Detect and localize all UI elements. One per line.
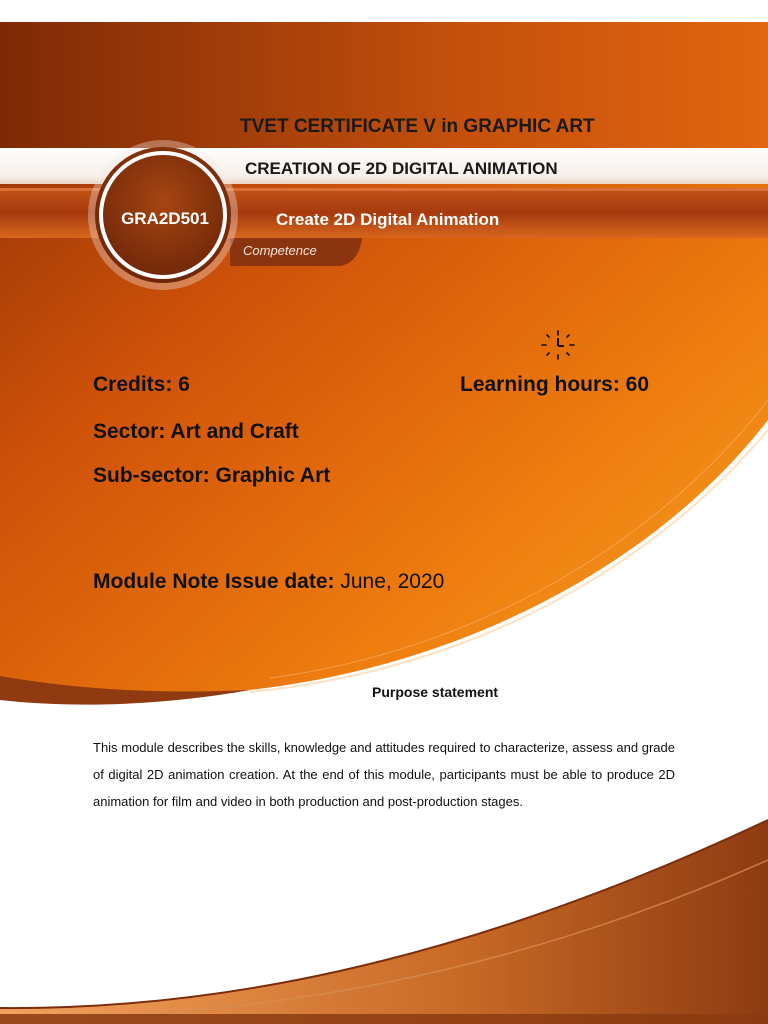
- module-name: CREATION OF 2D DIGITAL ANIMATION: [245, 159, 558, 178]
- unit-title: Create 2D Digital Animation: [276, 210, 500, 229]
- certificate-title: TVET CERTIFICATE V in GRAPHIC ART: [240, 116, 595, 137]
- clock-icon: [538, 329, 578, 361]
- sector: Sector: Art and Craft: [93, 420, 299, 443]
- credits: Credits: 6: [93, 373, 190, 396]
- issue-date: [93, 570, 444, 594]
- learning-hours: Learning hours: 60: [460, 373, 650, 396]
- issue-date-value: June, 2020: [340, 570, 445, 593]
- issue-date-label: Module Note Issue date:: [93, 570, 335, 593]
- purpose-text: This module describes the skills, knowledge and attitudes required to characterize, assess and grade of digital 2D animation creation. At the end of this module, participants must be able to produce 2D animation for film and video in both production and post-production stages.: [93, 740, 675, 809]
- competence-label: Competence: [243, 243, 317, 258]
- module-code: GRA2D501: [121, 209, 209, 228]
- sub-sector: Sub-sector: Graphic Art: [93, 464, 331, 487]
- purpose-heading: Purpose statement: [372, 684, 499, 700]
